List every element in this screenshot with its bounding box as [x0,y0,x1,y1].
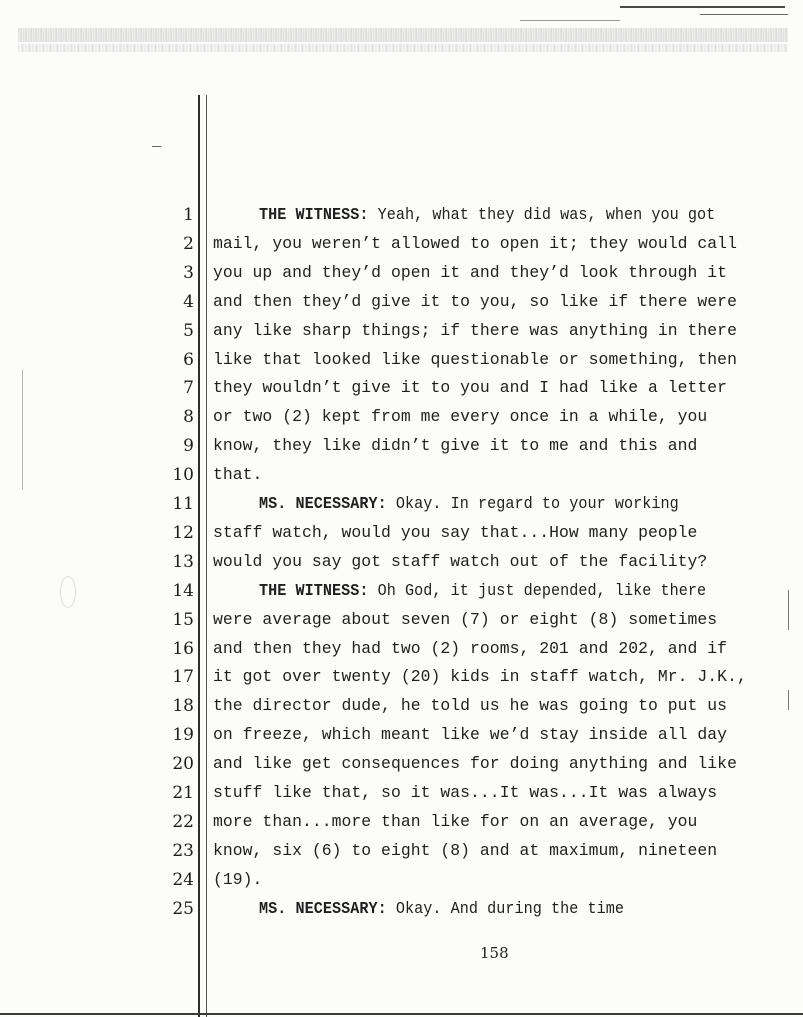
line-number: 9 [183,436,194,457]
line-number: 5 [183,320,194,341]
line-body: Okay. And during the time [386,898,625,918]
transcript-line [0,318,803,344]
line-text [213,433,788,459]
line-number: 24 [172,869,194,890]
line-text [213,607,788,633]
line-text [259,202,790,228]
transcript-line [0,809,803,835]
transcript-line [0,780,803,806]
line-body: like that looked like questionable or something, then [213,349,737,369]
line-body: stuff like that, so it was...It was...It was always [213,783,718,802]
line-body: or two (2) kept from me every once in a while, you [213,407,708,427]
line-text [213,693,788,719]
line-body: that. [213,465,263,485]
speaker-label: MS. NECESSARY: [259,494,387,513]
line-number: 14 [172,580,194,601]
line-number: 3 [183,262,194,283]
transcript-line [0,347,803,373]
transcript-line [0,636,803,662]
line-number: 22 [172,811,194,832]
transcript-line [0,664,803,690]
line-body: you up and they’d open it and they’d look through it [213,262,728,282]
line-text [213,347,788,373]
speaker-label: MS. NECESSARY: [259,898,387,918]
line-body: know, six (6) to eight (8) and at maximum, nineteen [213,840,718,860]
line-number: 16 [172,638,194,659]
line-body: and then they’d give it to you, so like if there were [213,291,737,311]
line-body: any like sharp things; if there was anything in there [213,320,737,340]
line-text [213,520,788,546]
scan-artifact-header [0,0,803,62]
line-text [213,375,788,401]
line-body: it got over twenty (20) kids in staff watch, Mr. J.K., [213,667,747,687]
transcript-line [0,462,803,488]
line-body: would you say got staff watch out of the facility? [213,551,708,571]
bottom-rule [0,1013,803,1015]
line-text [213,289,788,315]
line-number: 21 [172,783,194,803]
line-body: mail, you weren’t allowed to open it; they would call [213,233,737,253]
transcript-line [0,375,803,401]
line-number: 15 [172,609,194,630]
line-text [213,722,788,748]
line-text [213,549,788,575]
scan-dash [152,146,161,147]
line-number: 10 [172,465,194,486]
line-text [213,809,788,835]
transcript-line [0,838,803,864]
line-text [259,578,790,604]
transcript-line [0,867,803,893]
line-body: (19). [213,869,263,889]
transcript-line [0,693,803,719]
line-body: the director dude, he told us he was going to put us [213,696,728,716]
transcript-line [0,260,803,286]
transcript-line [0,722,803,748]
speaker-label: THE WITNESS: [259,580,369,600]
line-text [213,404,788,430]
transcript-line [0,751,803,777]
line-number: 25 [172,898,194,919]
line-body: know, they like didn’t give it to me and this and [213,436,698,456]
line-number: 4 [183,291,194,312]
line-number: 23 [172,840,194,861]
line-number: 18 [172,696,194,717]
line-body: were average about seven (7) or eight (8) sometimes [213,609,718,629]
transcript-line [0,231,803,257]
line-text [213,867,788,893]
page-number: 158 [480,944,509,962]
line-number: 8 [183,407,194,428]
line-body: on freeze, which meant like we’d stay inside all day [213,725,728,745]
line-number: 19 [172,725,194,746]
transcript-line [0,896,803,922]
transcript-line [0,433,803,459]
transcript-line [0,202,803,228]
transcript-line [0,578,803,604]
line-number: 2 [183,233,194,254]
transcript-line [0,520,803,546]
line-body: and then they had two (2) rooms, 201 and 202, and if [213,638,728,658]
line-text [213,636,788,662]
transcript-line [0,607,803,633]
line-body: Yeah, what they did was, when you got [368,205,716,224]
line-body: more than...more than like for on an average, you [213,811,698,831]
line-number: 1 [183,205,194,225]
line-number: 20 [172,754,194,775]
line-text [213,664,788,690]
transcript-line [0,549,803,575]
line-text [259,491,790,517]
line-text [213,838,788,864]
line-text [213,231,788,257]
transcript-line [0,404,803,430]
line-text [213,462,788,488]
line-body: Oh God, it just depended, like there [368,580,707,600]
line-text [213,751,788,777]
line-body: and like get consequences for doing anything and like [213,754,737,774]
line-number: 11 [172,494,194,514]
line-number: 12 [172,522,194,543]
line-body: Okay. In regard to your working [386,494,679,513]
line-body: they wouldn’t give it to you and I had like a letter [213,378,728,398]
line-number: 6 [183,349,194,370]
line-number: 17 [172,667,194,688]
line-number: 13 [172,551,194,572]
transcript-line [0,491,803,517]
line-text [259,896,790,922]
line-body: staff watch, would you say that...How many people [213,522,698,542]
speaker-label: THE WITNESS: [259,205,369,224]
line-text [213,260,788,286]
line-text [213,780,788,806]
line-number: 7 [183,378,194,399]
line-text [213,318,788,344]
transcript-line [0,289,803,315]
